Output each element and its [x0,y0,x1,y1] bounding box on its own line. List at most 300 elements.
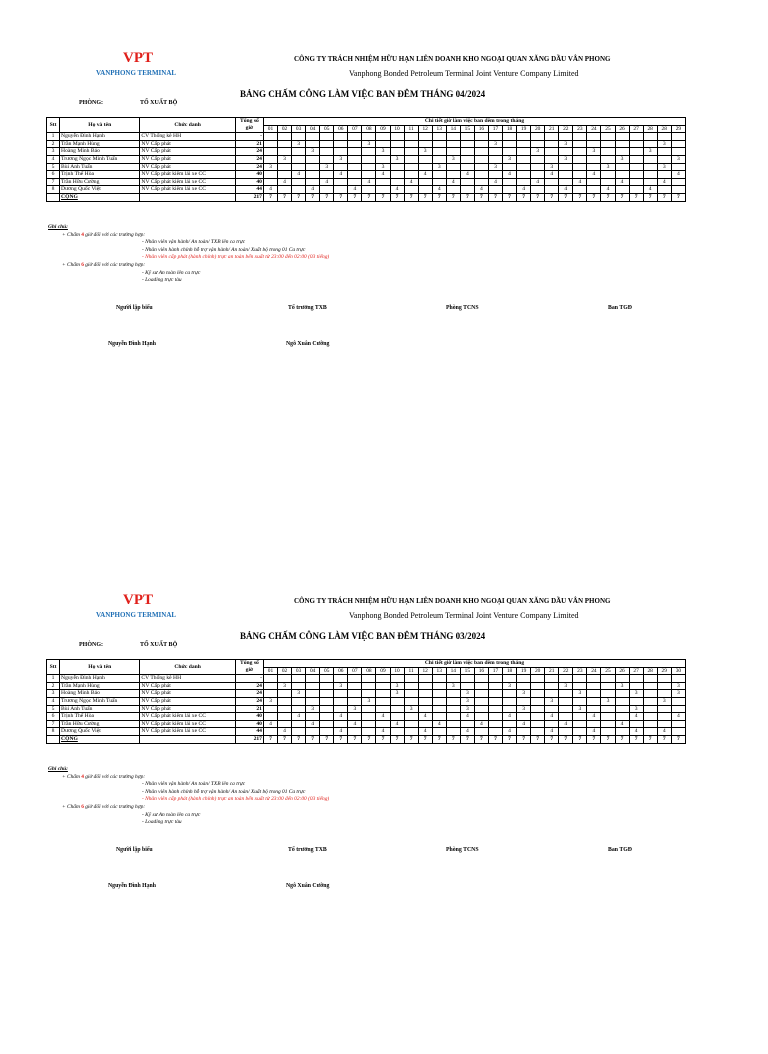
row-name: Dương Quốc Việt [60,728,140,736]
hours-cell [587,163,601,171]
total-day-cell: 7 [503,193,517,201]
row-position: NV Cấp phát [140,148,235,156]
hours-cell [657,148,671,156]
hours-cell [587,705,601,713]
total-day-cell: 7 [404,735,418,743]
hours-cell [362,171,376,179]
hours-cell [503,705,517,713]
hours-cell [263,713,277,721]
hours-cell [376,155,390,163]
hours-cell [643,697,657,705]
row-name: Trần Hữu Cường [60,720,140,728]
total-day-cell: 7 [531,735,545,743]
hours-cell: 3 [376,148,390,156]
hours-cell [615,690,629,698]
hours-cell: 4 [657,178,671,186]
hours-cell [432,133,446,141]
hours-cell [306,713,320,721]
hours-cell [671,675,685,683]
hours-cell [545,690,559,698]
hours-cell [446,186,460,194]
hours-cell [460,720,474,728]
hours-cell [460,163,474,171]
hours-cell: 3 [460,705,474,713]
row-stt: 8 [47,186,60,194]
total-day-cell: 7 [460,735,474,743]
hours-cell: 3 [629,705,643,713]
table-row [47,697,686,705]
hours-cell [573,675,587,683]
hours-cell: 3 [587,148,601,156]
hours-cell [559,148,573,156]
hours-cell [390,148,404,156]
hours-cell [362,148,376,156]
hours-cell: 3 [503,682,517,690]
total-day-cell: 7 [601,735,615,743]
day-header: 04 [306,667,320,675]
hours-cell [348,171,362,179]
hours-cell [559,163,573,171]
hours-cell [362,133,376,141]
total-day-cell: 7 [545,735,559,743]
hours-cell: 3 [263,697,277,705]
total-day-cell: 7 [334,735,348,743]
header-name: Họ và tên [60,118,140,133]
hours-cell [362,163,376,171]
hours-cell [306,171,320,179]
day-header: 26 [615,667,629,675]
hours-cell [629,720,643,728]
day-header: 18 [503,125,517,133]
hours-cell [278,148,292,156]
hours-cell [531,675,545,683]
total-day-cell: 7 [573,193,587,201]
hours-cell [446,705,460,713]
day-header: 01 [263,667,277,675]
hours-cell [418,186,432,194]
hours-cell [545,133,559,141]
header-detail: Chi tiết giờ làm việc ban đêm trong tháng [263,118,685,126]
signature-preparer-title: Người lập biểu [116,305,153,311]
timesheet-april-2024 [0,0,768,512]
notes-sub-2: - Nhân viên hành chính hỗ trợ vận hành/ An toàn/ Xuất bộ trong 01 Ca trực [142,246,306,253]
notes-sub-1: - Nhân viên vận hành/ An toàn/ TXB lên ca trực [142,239,246,246]
total-row-blank [47,193,60,201]
total-day-cell: 7 [263,193,277,201]
hours-cell [376,697,390,705]
hours-cell [320,705,334,713]
row-position: NV Cấp phát kiêm lái xe CC [140,728,235,736]
total-day-cell: 7 [320,193,334,201]
day-header: 22 [559,125,573,133]
hours-cell [587,186,601,194]
row-stt: 3 [47,148,60,156]
hours-cell: 4 [460,171,474,179]
hours-cell [488,690,502,698]
hours-cell [446,675,460,683]
hours-cell [601,171,615,179]
row-total-hours: 24 [235,690,263,698]
hours-cell [334,148,348,156]
day-header: 09 [376,667,390,675]
total-day-cell: 7 [474,735,488,743]
row-stt: 3 [47,690,60,698]
hours-cell [517,148,531,156]
hours-cell [657,713,671,721]
hours-cell: 4 [432,186,446,194]
hours-cell [488,155,502,163]
hours-cell [404,713,418,721]
hours-cell [629,682,643,690]
hours-cell [278,675,292,683]
day-header: 12 [418,667,432,675]
company-name-en: Vanphong Bonded Petroleum Terminal Joint Venture Company Limited [349,611,579,620]
hours-cell [517,140,531,148]
hours-cell: 3 [545,697,559,705]
hours-cell [615,705,629,713]
hours-cell [390,705,404,713]
row-position: CV Thống kê HH [140,133,235,141]
hours-cell [671,728,685,736]
hours-cell [390,163,404,171]
hours-cell: 4 [517,720,531,728]
hours-cell [320,690,334,698]
total-row [47,735,686,743]
hours-cell [559,728,573,736]
total-day-cell: 7 [348,735,362,743]
total-day-cell: 7 [278,735,292,743]
hours-cell [334,720,348,728]
hours-cell [362,713,376,721]
hours-cell [362,728,376,736]
hours-cell: 3 [559,682,573,690]
hours-cell: 3 [573,690,587,698]
hours-cell [545,705,559,713]
hours-cell [474,140,488,148]
row-name: Nguyễn Đình Hạnh [60,675,140,683]
hours-cell [432,713,446,721]
hours-cell [531,682,545,690]
hours-cell [306,163,320,171]
notes-heading: Ghi chú: [48,224,68,230]
row-position: NV Cấp phát kiêm lái xe CC [140,171,235,179]
table-row [47,720,686,728]
hours-cell [671,178,685,186]
row-stt: 1 [47,675,60,683]
day-header: 20 [531,667,545,675]
hours-cell [404,697,418,705]
hours-cell [404,720,418,728]
day-header: 02 [278,667,292,675]
hours-cell [418,682,432,690]
hours-cell [348,682,362,690]
hours-cell [432,140,446,148]
hours-cell [404,171,418,179]
hours-cell: 4 [334,171,348,179]
notes-sub-5: - Loading trực tàu [142,277,182,284]
hours-cell [488,728,502,736]
hours-cell: 3 [460,690,474,698]
hours-cell [531,186,545,194]
row-position: NV Cấp phát kiêm lái xe CC [140,186,235,194]
hours-cell [629,186,643,194]
hours-cell [446,133,460,141]
hours-cell [320,148,334,156]
hours-cell: 4 [432,720,446,728]
total-day-cell: 7 [587,193,601,201]
hours-cell: 3 [460,697,474,705]
company-name-vn: CÔNG TY TRÁCH NHIỆM HỮU HẠN LIÊN DOANH KHO NGOẠI QUAN XĂNG DẦU VÂN PHONG [294,597,611,605]
day-header: 24 [587,667,601,675]
hours-cell [320,720,334,728]
hours-cell [629,171,643,179]
page-title: BẢNG CHẤM CÔNG LÀM VIỆC BAN ĐÊM THÁNG 04/2024 [240,89,486,99]
hours-cell: 3 [278,155,292,163]
hours-cell: 3 [615,155,629,163]
hours-cell [306,697,320,705]
day-header: 08 [362,125,376,133]
total-row-blank [140,193,235,201]
hours-cell: 3 [517,690,531,698]
hours-cell [503,148,517,156]
header-stt: Stt [47,660,60,675]
company-name-en: Vanphong Bonded Petroleum Terminal Joint Venture Company Limited [349,69,579,78]
hours-cell: 3 [615,682,629,690]
row-position: NV Cấp phát [140,705,235,713]
hours-cell [474,148,488,156]
hours-cell [587,690,601,698]
hours-cell [629,140,643,148]
total-label: CỘNG [60,193,140,201]
hours-cell [460,155,474,163]
hours-cell [334,675,348,683]
hours-cell [531,140,545,148]
timesheet-table [46,659,686,744]
hours-cell [531,728,545,736]
total-day-cell: 7 [320,735,334,743]
hours-cell [404,675,418,683]
signature-director-title: Ban TGĐ [608,847,632,853]
total-day-cell: 7 [362,193,376,201]
hours-cell [488,713,502,721]
day-header: 03 [292,667,306,675]
row-name: Trương Ngọc Minh Tuấn [60,697,140,705]
hours-cell [671,148,685,156]
hours-cell [545,186,559,194]
row-total-hours: 24 [235,163,263,171]
hours-cell [474,697,488,705]
hours-cell [376,690,390,698]
day-header: 27 [629,125,643,133]
table-row [47,186,686,194]
total-day-cell: 7 [657,193,671,201]
hours-cell [292,728,306,736]
hours-cell [643,178,657,186]
hours-cell [348,675,362,683]
signature-hr-title: Phòng TCNS [446,305,479,311]
hours-cell [418,133,432,141]
hours-cell [418,705,432,713]
day-header: 10 [390,125,404,133]
table-row [47,163,686,171]
hours-cell: 4 [615,178,629,186]
hours-cell: 3 [446,682,460,690]
hours-cell [390,697,404,705]
row-position: NV Cấp phát [140,140,235,148]
hours-cell: 4 [671,171,685,179]
hours-cell [348,163,362,171]
hours-cell [615,140,629,148]
hours-cell [517,682,531,690]
hours-cell [320,697,334,705]
row-position: NV Cấp phát kiêm lái xe CC [140,713,235,721]
hours-cell [278,720,292,728]
hours-cell [320,675,334,683]
hours-cell [531,690,545,698]
day-header: 22 [559,667,573,675]
hours-cell [404,148,418,156]
row-total-hours: 24 [235,148,263,156]
notes-block [48,224,329,285]
total-day-cell: 7 [306,735,320,743]
hours-cell [334,163,348,171]
hours-cell [278,163,292,171]
hours-cell [263,682,277,690]
hours-cell [320,155,334,163]
table-row [47,148,686,156]
total-day-cell: 7 [334,193,348,201]
company-logo: VPT [123,50,153,66]
hours-cell [348,178,362,186]
hours-cell [320,133,334,141]
day-header: 20 [531,125,545,133]
day-header: 28 [643,125,657,133]
hours-cell [390,171,404,179]
hours-cell [643,682,657,690]
row-stt: 5 [47,705,60,713]
hours-cell [320,728,334,736]
hours-cell [278,713,292,721]
hours-cell [390,178,404,186]
day-header: 17 [488,667,502,675]
hours-cell [263,171,277,179]
hours-cell [446,163,460,171]
hours-cell [446,690,460,698]
total-day-cell: 7 [446,735,460,743]
row-position: NV Cấp phát [140,155,235,163]
total-day-cell: 7 [418,193,432,201]
signature-preparer-name: Nguyễn Đình Hạnh [108,883,157,889]
table-row [47,133,686,141]
hours-cell [278,140,292,148]
hours-cell [615,163,629,171]
hours-cell [348,140,362,148]
hours-cell: 4 [390,186,404,194]
signature-hr-title: Phòng TCNS [446,847,479,853]
hours-cell [474,178,488,186]
total-day-cell: 7 [615,735,629,743]
hours-cell [348,728,362,736]
hours-cell [278,705,292,713]
table-row [47,140,686,148]
row-total-hours: 40 [235,720,263,728]
hours-cell: 4 [488,178,502,186]
hours-cell [334,690,348,698]
hours-cell [531,720,545,728]
row-name: Trịnh Thế Hòa [60,713,140,721]
hours-cell [362,690,376,698]
hours-cell [671,705,685,713]
table-row [47,682,686,690]
notes-line-4h: + Chấm 4 giờ đối với các trường hợp: [62,231,146,238]
hours-cell [446,713,460,721]
hours-cell [615,186,629,194]
hours-cell [376,178,390,186]
row-position: CV Thống kê HH [140,675,235,683]
hours-cell [432,155,446,163]
day-header: 13 [432,125,446,133]
hours-cell [263,705,277,713]
table-row [47,705,686,713]
hours-cell [278,690,292,698]
hours-cell [587,720,601,728]
hours-cell: 4 [292,171,306,179]
department-value: TỔ XUẤT BỘ [140,100,178,106]
hours-cell [657,690,671,698]
hours-cell [531,171,545,179]
hours-cell [615,675,629,683]
hours-cell [306,728,320,736]
row-stt: 2 [47,140,60,148]
hours-cell [488,148,502,156]
total-day-cell: 7 [460,193,474,201]
hours-cell [488,675,502,683]
notes-sub-3: - Nhân viên cấp phát (hành chính) trực an toàn bến xuất từ 23:00 đến 02:00 (03 tiếng) [142,796,330,803]
header-name: Họ và tên [60,660,140,675]
hours-cell [601,682,615,690]
page-title: BẢNG CHẤM CÔNG LÀM VIỆC BAN ĐÊM THÁNG 03/2024 [240,631,486,641]
row-stt: 5 [47,163,60,171]
hours-cell [517,133,531,141]
hours-cell [320,171,334,179]
hours-cell: 4 [629,713,643,721]
hours-cell: 3 [404,705,418,713]
hours-cell [278,697,292,705]
hours-cell [334,705,348,713]
signature-preparer-title: Người lập biểu [116,847,153,853]
row-position: NV Cấp phát [140,682,235,690]
total-row [47,193,686,201]
hours-cell [657,133,671,141]
hours-cell: 4 [545,171,559,179]
company-logo-subtitle: VANPHONG TERMINAL [96,69,177,77]
table-row [47,171,686,179]
hours-cell [418,675,432,683]
hours-cell [488,697,502,705]
hours-cell: 4 [334,713,348,721]
header-total-hours: Tổng số giờ [235,660,263,675]
row-name: Hoàng Minh Bảo [60,690,140,698]
hours-cell: 3 [601,697,615,705]
hours-cell: 3 [263,163,277,171]
notes-sub-3: - Nhân viên cấp phát (hành chính) trực an toàn bến xuất từ 23:00 đến 02:00 (03 tiếng) [142,254,330,261]
department-label: PHÒNG: [79,642,103,648]
hours-cell [615,697,629,705]
day-header: 08 [362,667,376,675]
hours-cell: 3 [573,705,587,713]
hours-cell [474,682,488,690]
hours-cell: 4 [559,720,573,728]
